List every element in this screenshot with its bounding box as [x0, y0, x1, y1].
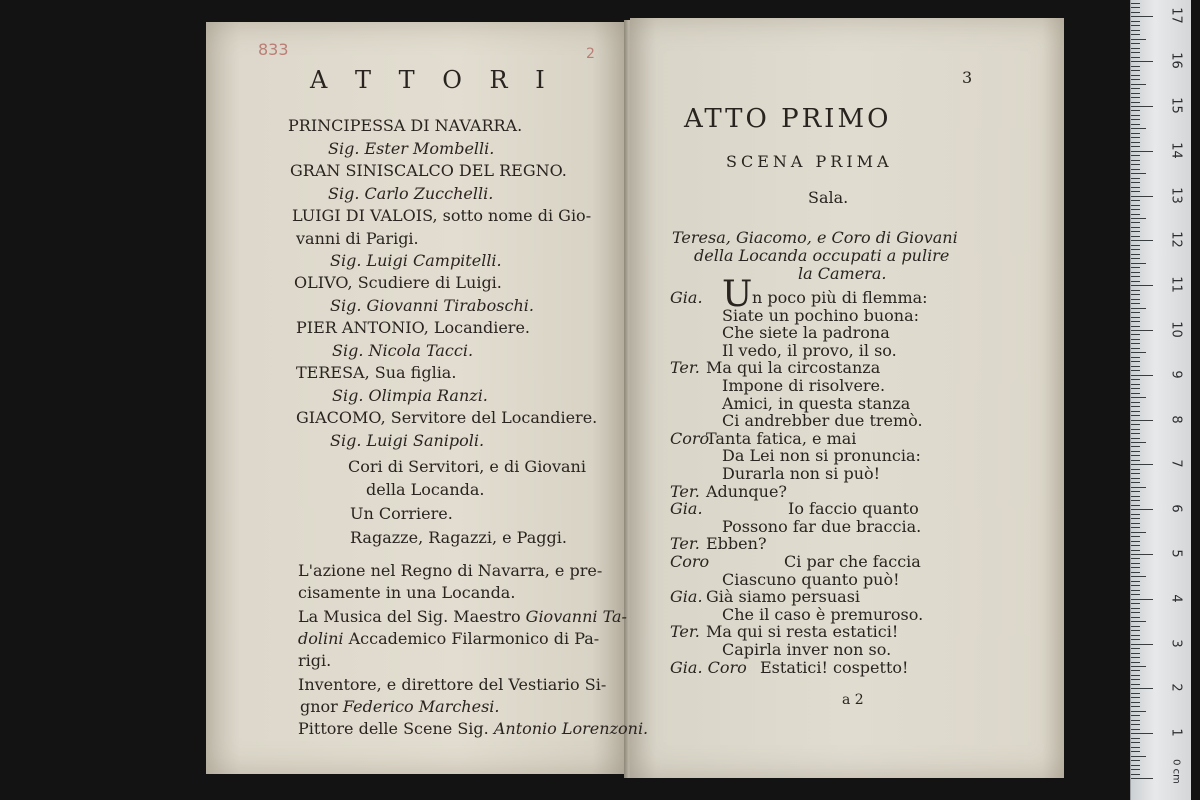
- ruler-tick: [1131, 402, 1140, 403]
- dialogue-text: Già siamo persuasi: [706, 587, 861, 607]
- ruler-tick: [1131, 630, 1140, 631]
- speaker-label: Ter.: [670, 358, 700, 378]
- ruler-tick: [1131, 406, 1140, 407]
- ruler-tick: [1131, 146, 1140, 147]
- ruler-number: 6: [1168, 504, 1184, 513]
- ruler-tick: [1131, 137, 1140, 138]
- speaker-label: Coro: [670, 552, 710, 571]
- ruler-tick: [1131, 214, 1140, 215]
- dialogue-text: Durarla non si può!: [722, 464, 881, 483]
- cast-title: A T T O R I: [310, 66, 555, 94]
- act-title: ATTO PRIMO: [684, 104, 892, 134]
- ruler-tick: [1131, 509, 1153, 510]
- cast-actor-7: Sig. Luigi Sanipoli.: [330, 431, 485, 450]
- ruler-tick: [1131, 388, 1140, 389]
- ruler-tick: [1131, 558, 1140, 559]
- ruler-tick: [1131, 7, 1140, 8]
- ruler-tick: [1131, 254, 1140, 255]
- ruler-tick: [1131, 276, 1140, 277]
- ruler-tick: [1131, 66, 1140, 67]
- ruler-tick: [1131, 267, 1140, 268]
- ruler-tick: [1131, 357, 1140, 358]
- ruler-tick: [1131, 160, 1140, 161]
- ruler-tick: [1131, 469, 1140, 470]
- note-pittore: Pittore delle Scene Sig. Antonio Lorenzoni.: [298, 719, 649, 738]
- ruler-tick: [1131, 294, 1140, 295]
- scene-setting: Sala.: [808, 188, 849, 207]
- ruler-tick: [1131, 84, 1146, 85]
- cast-actor-4: Sig. Giovanni Tiraboschi.: [330, 296, 534, 315]
- ruler-tick: [1131, 209, 1140, 210]
- ruler-tick: [1131, 218, 1146, 219]
- cast-actor-5: Sig. Nicola Tacci.: [332, 341, 474, 360]
- ruler-tick: [1131, 334, 1140, 335]
- ruler-tick: [1131, 653, 1140, 654]
- ruler-tick: [1131, 496, 1140, 497]
- cast-role-6: TERESA, Sua figlia.: [296, 363, 457, 382]
- dialogue-text: Capirla inver non so.: [722, 640, 892, 659]
- note-azione-line2: cisamente in una Locanda.: [298, 583, 516, 602]
- ruler-tick: [1131, 52, 1140, 53]
- ruler-tick: [1131, 424, 1140, 425]
- ruler-tick: [1131, 420, 1153, 421]
- ruler-tick: [1131, 491, 1140, 492]
- ruler-tick: [1131, 639, 1140, 640]
- ruler-tick: [1131, 16, 1153, 17]
- ruler-tick: [1131, 102, 1140, 103]
- ruler-number: 1: [1168, 728, 1184, 737]
- ruler-tick: [1131, 599, 1153, 600]
- ruler-tick: [1131, 61, 1153, 62]
- ruler-tick: [1131, 142, 1140, 143]
- ruler-tick: [1131, 330, 1153, 331]
- ruler-tick: [1131, 34, 1140, 35]
- ruler-tick: [1131, 724, 1140, 725]
- ruler-tick: [1131, 173, 1146, 174]
- ruler-tick: [1131, 684, 1140, 685]
- drop-cap: U: [722, 274, 753, 315]
- ruler-tick: [1131, 258, 1140, 259]
- dialogue-text: Che il caso è premuroso.: [722, 604, 924, 624]
- pencil-mark-right: 2: [586, 46, 595, 62]
- dialogue-text: Il vedo, il provo, il so.: [722, 340, 897, 360]
- stage-direction-line1: Teresa, Giacomo, e Coro di Giovani: [672, 228, 958, 247]
- ruler-number: 4: [1168, 594, 1184, 603]
- ruler-tick: [1131, 263, 1146, 264]
- ruler-tick: [1131, 715, 1140, 716]
- ruler-tick: [1131, 626, 1140, 627]
- ruler-tick: [1131, 12, 1140, 13]
- ruler-tick: [1131, 70, 1140, 71]
- ruler-tick: [1131, 442, 1146, 443]
- ruler-tick: [1131, 352, 1146, 353]
- dialogue-text: Impone di risolvere.: [722, 376, 886, 395]
- ruler-tick: [1131, 370, 1140, 371]
- ruler-number: 2: [1168, 683, 1184, 693]
- ruler-tick: [1131, 644, 1153, 645]
- ruler-tick: [1131, 769, 1140, 770]
- ruler-tick: [1131, 505, 1140, 506]
- ruler-tick: [1131, 702, 1140, 703]
- page-number: 3: [962, 68, 973, 87]
- ruler-tick: [1131, 617, 1140, 618]
- note-inventore-line1: Inventore, e direttore del Vestiario Si-: [298, 675, 607, 694]
- ruler-tick: [1131, 576, 1146, 577]
- ruler-tick: [1131, 464, 1153, 465]
- speaker-label: Gia. Coro: [670, 657, 747, 677]
- ruler-tick: [1131, 733, 1153, 734]
- ruler-tick: [1131, 21, 1140, 22]
- ruler-tick: [1131, 178, 1140, 179]
- ruler-tick: [1131, 343, 1140, 344]
- ruler-tick: [1131, 487, 1146, 488]
- speaker-label: Gia.: [670, 288, 703, 307]
- dialogue-text: Adunque?: [706, 481, 787, 501]
- speaker-label: Coro: [670, 428, 710, 448]
- ruler-tick: [1131, 182, 1140, 183]
- dialogue-text: Tanta fatica, e mai: [706, 428, 857, 448]
- ruler-tick: [1131, 608, 1140, 609]
- ruler-tick: [1131, 308, 1146, 309]
- note-musica-line1: La Musica del Sig. Maestro Giovanni Ta-: [298, 607, 627, 626]
- ruler-tick: [1131, 187, 1140, 188]
- signature-mark: a 2: [842, 692, 864, 708]
- ruler-tick: [1131, 366, 1140, 367]
- ruler-number: 14: [1168, 142, 1184, 159]
- speaker-label: Ter.: [670, 481, 700, 501]
- pencil-mark-left: 833: [258, 40, 289, 59]
- ruler-tick: [1131, 299, 1140, 300]
- dialogue-text: Io faccio quanto: [788, 499, 919, 519]
- ruler-tick: [1131, 532, 1146, 533]
- ruler-tick: [1131, 648, 1140, 649]
- cast-role-7: GIACOMO, Servitore del Locandiere.: [296, 408, 598, 427]
- ruler-tick: [1131, 693, 1140, 694]
- ruler-number: 13: [1168, 186, 1184, 204]
- chorus-line-4: Ragazze, Ragazzi, e Paggi.: [350, 528, 567, 547]
- ruler-tick: [1131, 478, 1140, 479]
- cast-role-4: OLIVO, Scudiere di Luigi.: [294, 273, 502, 292]
- ruler-tick: [1131, 567, 1140, 568]
- ruler-tick: [1131, 57, 1140, 58]
- note-musica-line3: rigi.: [298, 651, 332, 670]
- ruler-tick: [1131, 361, 1140, 362]
- note-azione-line1: L'azione nel Regno di Navarra, e pre-: [298, 561, 603, 580]
- ruler-tick: [1131, 379, 1140, 380]
- dialogue-text: Amici, in questa stanza: [722, 393, 911, 413]
- speaker-label: Gia.: [670, 499, 703, 519]
- ruler-tick: [1131, 240, 1153, 241]
- cast-actor-1: Sig. Ester Mombelli.: [328, 139, 495, 158]
- ruler-number: 8: [1168, 414, 1184, 424]
- ruler-tick: [1131, 765, 1140, 766]
- ruler-tick: [1131, 196, 1153, 197]
- ruler-tick: [1131, 473, 1140, 474]
- ruler-tick: [1131, 106, 1153, 107]
- dialogue-text: Estatici! cospetto!: [760, 657, 909, 677]
- dialogue-text: Siate un pochino buona:: [722, 305, 919, 325]
- ruler-tick: [1131, 115, 1140, 116]
- ruler-tick: [1131, 245, 1140, 246]
- dialogue-text: Ciascuno quanto può!: [722, 569, 900, 589]
- ruler-tick: [1131, 720, 1140, 721]
- ruler-tick: [1131, 635, 1140, 636]
- note-inventore-line2: gnor Federico Marchesi.: [300, 697, 500, 716]
- ruler-tick: [1131, 536, 1140, 537]
- ruler-tick: [1131, 25, 1140, 26]
- ruler-number: 12: [1168, 231, 1184, 249]
- ruler-number: 16: [1168, 52, 1184, 69]
- ruler-tick: [1131, 751, 1140, 752]
- ruler-tick: [1131, 151, 1153, 152]
- ruler-tick: [1131, 290, 1140, 291]
- speaker-label: Gia.: [670, 587, 703, 607]
- ruler-tick: [1131, 110, 1140, 111]
- dialogue-text: Da Lei non si pronuncia:: [722, 446, 921, 466]
- ruler-tick: [1131, 227, 1140, 228]
- ruler-tick: [1131, 438, 1140, 439]
- ruler-tick: [1131, 603, 1140, 604]
- speaker-label: Ter.: [670, 622, 700, 642]
- ruler-tick: [1131, 384, 1140, 385]
- ruler-tick: [1131, 43, 1140, 44]
- chorus-line-3: Un Corriere.: [350, 504, 453, 523]
- note-musica-line2: dolini Accademico Filarmonico di Pa-: [298, 629, 600, 648]
- ruler-number: 9: [1168, 370, 1184, 379]
- ruler-tick: [1131, 303, 1140, 304]
- ruler-tick: [1131, 48, 1140, 49]
- ruler-tick: [1131, 621, 1146, 622]
- ruler-tick: [1131, 563, 1140, 564]
- ruler-tick: [1131, 518, 1140, 519]
- ruler-tick: [1131, 397, 1146, 398]
- ruler-tick: [1131, 451, 1140, 452]
- ruler-tick: [1131, 155, 1140, 156]
- ruler-tick: [1131, 312, 1140, 313]
- ruler-tick: [1131, 541, 1140, 542]
- ruler-tick: [1131, 688, 1153, 689]
- ruler-tick: [1131, 778, 1153, 779]
- ruler-number: 3: [1168, 638, 1184, 648]
- ruler-tick: [1131, 594, 1140, 595]
- ruler-tick: [1131, 554, 1153, 555]
- ruler-tick: [1131, 666, 1146, 667]
- ruler-tick: [1131, 30, 1140, 31]
- ruler-tick: [1131, 527, 1140, 528]
- ruler-tick: [1131, 222, 1140, 223]
- dialogue-text: Ma qui la circostanza: [706, 358, 881, 378]
- ruler-tick: [1131, 581, 1140, 582]
- ruler-tick: [1131, 675, 1140, 676]
- cast-role-5: PIER ANTONIO, Locandiere.: [296, 318, 531, 337]
- ruler-tick: [1131, 39, 1146, 40]
- ruler-tick: [1131, 393, 1140, 394]
- cast-role-3-line1: LUIGI DI VALOIS, sotto nome di Gio-: [292, 206, 592, 225]
- ruler-tick: [1131, 657, 1140, 658]
- dialogue-text: Ci andrebber due tremò.: [722, 411, 923, 431]
- ruler-tick: [1131, 236, 1140, 237]
- ruler-tick: [1131, 738, 1140, 739]
- ruler-tick: [1131, 590, 1140, 591]
- ruler-tick: [1131, 572, 1140, 573]
- cast-role-1: PRINCIPESSA DI NAVARRA.: [288, 116, 523, 135]
- ruler-tick: [1131, 93, 1140, 94]
- ruler-number: 15: [1168, 97, 1184, 114]
- ruler-tick: [1131, 281, 1140, 282]
- ruler-tick: [1131, 612, 1140, 613]
- ruler-tick: [1131, 585, 1140, 586]
- chorus-line-1: Cori di Servitori, e di Giovani: [348, 457, 586, 476]
- ruler-tick: [1131, 411, 1140, 412]
- ruler-tick: [1131, 514, 1140, 515]
- ruler-tick: [1131, 133, 1140, 134]
- ruler-tick: [1131, 433, 1140, 434]
- dialogue-text: Ma qui si resta estatici!: [706, 622, 899, 642]
- ruler-tick: [1131, 128, 1146, 129]
- ruler-tick: [1131, 460, 1140, 461]
- dialogue-text: Ci par che faccia: [784, 552, 921, 571]
- ruler-tick: [1131, 429, 1140, 430]
- ruler-tick: [1131, 774, 1140, 775]
- stage-direction-line2: della Locanda occupati a pulire: [694, 246, 950, 265]
- ruler-tick: [1131, 760, 1140, 761]
- speaker-label: Ter.: [670, 534, 700, 554]
- ruler-tick: [1131, 756, 1146, 757]
- ruler-number: 5: [1168, 549, 1184, 558]
- measurement-ruler: [1130, 0, 1191, 800]
- ruler-tick: [1131, 455, 1140, 456]
- chorus-line-2: della Locanda.: [366, 480, 485, 499]
- ruler-tick: [1131, 339, 1140, 340]
- ruler-tick: [1131, 124, 1140, 125]
- ruler-tick: [1131, 88, 1140, 89]
- ruler-tick: [1131, 249, 1140, 250]
- ruler-tick: [1131, 545, 1140, 546]
- cast-role-3-line2: vanni di Parigi.: [296, 229, 419, 248]
- ruler-tick: [1131, 747, 1140, 748]
- ruler-tick: [1131, 670, 1140, 671]
- ruler-tick: [1131, 679, 1140, 680]
- ruler-number: 11: [1168, 276, 1184, 293]
- ruler-tick: [1131, 697, 1140, 698]
- ruler-tick: [1131, 348, 1140, 349]
- ruler-tick: [1131, 191, 1140, 192]
- ruler-tick: [1131, 446, 1140, 447]
- dialogue-text: Ebben?: [706, 534, 767, 554]
- scene-title: SCENA PRIMA: [726, 152, 893, 171]
- ruler-tick: [1131, 523, 1140, 524]
- ruler-tick: [1131, 169, 1140, 170]
- ruler-tick: [1131, 119, 1140, 120]
- cast-role-2: GRAN SINISCALCO DEL REGNO.: [290, 161, 567, 180]
- cast-actor-2: Sig. Carlo Zucchelli.: [328, 184, 494, 203]
- dialogue-text: n poco più di flemma:: [752, 288, 928, 307]
- ruler-tick: [1131, 231, 1140, 232]
- cast-actor-3: Sig. Luigi Campitelli.: [330, 251, 502, 270]
- ruler-tick: [1131, 326, 1140, 327]
- ruler-tick: [1131, 205, 1140, 206]
- ruler-tick: [1131, 79, 1140, 80]
- ruler-tick: [1131, 729, 1140, 730]
- ruler-tick: [1131, 500, 1140, 501]
- ruler-tick: [1131, 550, 1140, 551]
- ruler-tick: [1131, 317, 1140, 318]
- ruler-number: 17: [1168, 7, 1184, 25]
- ruler-tick: [1131, 375, 1153, 376]
- cast-actor-6: Sig. Olimpia Ranzi.: [332, 386, 488, 405]
- ruler-tick: [1131, 272, 1140, 273]
- ruler-tick: [1131, 285, 1153, 286]
- ruler-tick: [1131, 662, 1140, 663]
- dialogue-text: Possono far due braccia.: [722, 516, 922, 536]
- ruler-number: 7: [1168, 459, 1184, 469]
- ruler-tick: [1131, 97, 1140, 98]
- ruler-tick: [1131, 3, 1140, 4]
- ruler-unit-label: 0 cm: [1170, 759, 1182, 784]
- ruler-tick: [1131, 164, 1140, 165]
- ruler-tick: [1131, 321, 1140, 322]
- stage-direction-line3: la Camera.: [798, 264, 887, 283]
- ruler-tick: [1131, 711, 1146, 712]
- ruler-number: 10: [1168, 321, 1184, 338]
- dialogue-text: Che siete la padrona: [722, 323, 890, 343]
- ruler-tick: [1131, 706, 1140, 707]
- ruler-tick: [1131, 200, 1140, 201]
- ruler-tick: [1131, 75, 1140, 76]
- ruler-tick: [1131, 742, 1140, 743]
- ruler-tick: [1131, 482, 1140, 483]
- ruler-tick: [1131, 415, 1140, 416]
